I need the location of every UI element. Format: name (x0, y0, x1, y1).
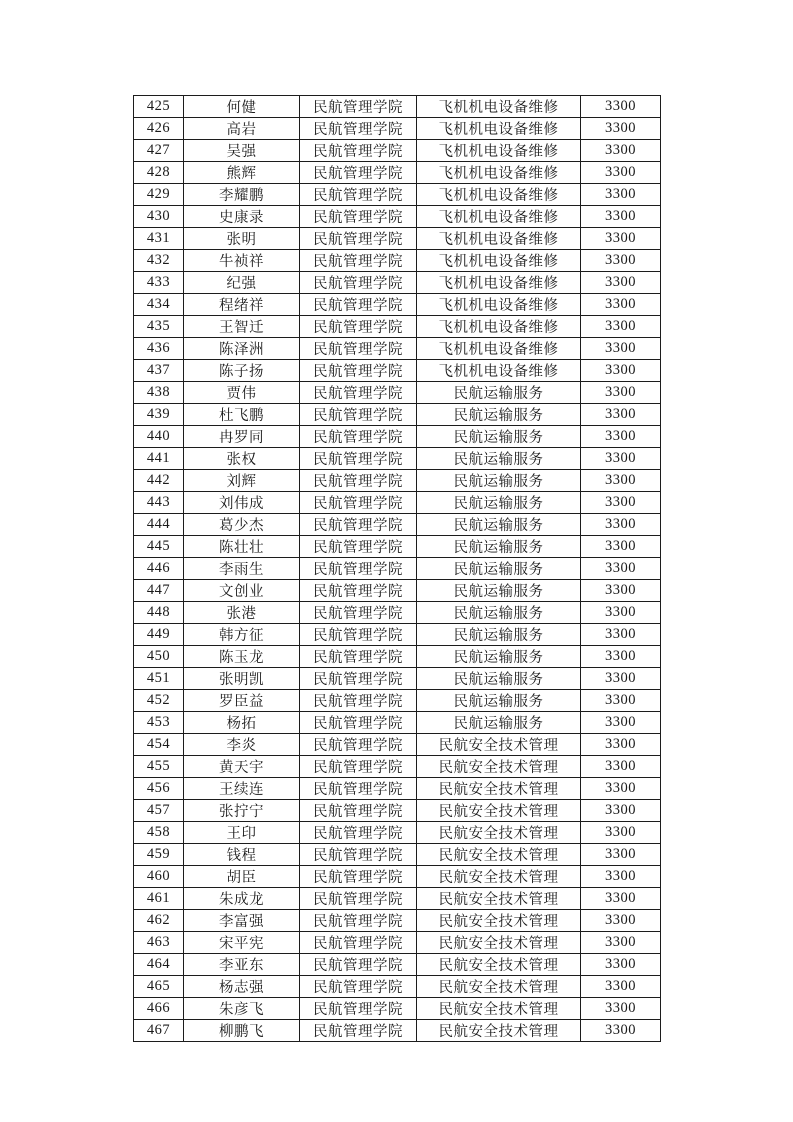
cell-fee: 3300 (581, 668, 661, 690)
table-row (134, 338, 661, 360)
cell-index: 443 (134, 492, 184, 514)
cell-name: 高岩 (184, 118, 300, 140)
cell-name: 张明 (184, 228, 300, 250)
cell-name: 杨拓 (184, 712, 300, 734)
table-row (134, 536, 661, 558)
cell-college: 民航管理学院 (300, 800, 417, 822)
table-row (134, 228, 661, 250)
cell-fee: 3300 (581, 382, 661, 404)
cell-fee: 3300 (581, 250, 661, 272)
cell-fee: 3300 (581, 536, 661, 558)
cell-major: 民航安全技术管理 (417, 844, 581, 866)
cell-name: 刘伟成 (184, 492, 300, 514)
cell-index: 427 (134, 140, 184, 162)
cell-college: 民航管理学院 (300, 382, 417, 404)
cell-college: 民航管理学院 (300, 910, 417, 932)
cell-fee: 3300 (581, 624, 661, 646)
cell-major: 民航运输服务 (417, 558, 581, 580)
cell-name: 程绪祥 (184, 294, 300, 316)
cell-fee: 3300 (581, 910, 661, 932)
cell-index: 454 (134, 734, 184, 756)
cell-college: 民航管理学院 (300, 712, 417, 734)
table-row (134, 756, 661, 778)
cell-index: 465 (134, 976, 184, 998)
cell-college: 民航管理学院 (300, 338, 417, 360)
table-row (134, 162, 661, 184)
cell-college: 民航管理学院 (300, 272, 417, 294)
cell-fee: 3300 (581, 932, 661, 954)
cell-college: 民航管理学院 (300, 514, 417, 536)
cell-fee: 3300 (581, 1020, 661, 1042)
cell-index: 451 (134, 668, 184, 690)
cell-name: 何健 (184, 96, 300, 118)
cell-index: 430 (134, 206, 184, 228)
cell-college: 民航管理学院 (300, 228, 417, 250)
cell-fee: 3300 (581, 272, 661, 294)
cell-major: 飞机机电设备维修 (417, 162, 581, 184)
cell-fee: 3300 (581, 426, 661, 448)
cell-major: 飞机机电设备维修 (417, 206, 581, 228)
cell-index: 446 (134, 558, 184, 580)
cell-major: 民航运输服务 (417, 426, 581, 448)
cell-fee: 3300 (581, 338, 661, 360)
cell-index: 426 (134, 118, 184, 140)
cell-name: 王印 (184, 822, 300, 844)
cell-index: 466 (134, 998, 184, 1020)
cell-major: 民航安全技术管理 (417, 778, 581, 800)
cell-college: 民航管理学院 (300, 844, 417, 866)
cell-index: 428 (134, 162, 184, 184)
cell-college: 民航管理学院 (300, 888, 417, 910)
table-row (134, 844, 661, 866)
table-row (134, 734, 661, 756)
table-row (134, 206, 661, 228)
cell-college: 民航管理学院 (300, 206, 417, 228)
cell-fee: 3300 (581, 866, 661, 888)
cell-major: 民航运输服务 (417, 404, 581, 426)
cell-name: 冉罗同 (184, 426, 300, 448)
cell-college: 民航管理学院 (300, 756, 417, 778)
cell-index: 450 (134, 646, 184, 668)
cell-name: 李雨生 (184, 558, 300, 580)
cell-index: 460 (134, 866, 184, 888)
cell-index: 439 (134, 404, 184, 426)
cell-name: 朱彦飞 (184, 998, 300, 1020)
cell-major: 飞机机电设备维修 (417, 140, 581, 162)
cell-major: 民航运输服务 (417, 602, 581, 624)
cell-fee: 3300 (581, 712, 661, 734)
cell-name: 陈壮壮 (184, 536, 300, 558)
table-row (134, 976, 661, 998)
cell-fee: 3300 (581, 602, 661, 624)
table-row (134, 602, 661, 624)
table-row (134, 866, 661, 888)
cell-index: 459 (134, 844, 184, 866)
cell-name: 钱程 (184, 844, 300, 866)
table-row (134, 778, 661, 800)
table-row (134, 558, 661, 580)
cell-name: 张港 (184, 602, 300, 624)
cell-major: 民航运输服务 (417, 624, 581, 646)
cell-fee: 3300 (581, 228, 661, 250)
cell-college: 民航管理学院 (300, 426, 417, 448)
cell-index: 435 (134, 316, 184, 338)
cell-name: 朱成龙 (184, 888, 300, 910)
table-row (134, 448, 661, 470)
cell-major: 民航运输服务 (417, 536, 581, 558)
table-row (134, 888, 661, 910)
cell-major: 民航安全技术管理 (417, 932, 581, 954)
cell-college: 民航管理学院 (300, 294, 417, 316)
cell-college: 民航管理学院 (300, 162, 417, 184)
cell-college: 民航管理学院 (300, 932, 417, 954)
table-row (134, 998, 661, 1020)
cell-fee: 3300 (581, 162, 661, 184)
cell-major: 民航安全技术管理 (417, 800, 581, 822)
cell-college: 民航管理学院 (300, 140, 417, 162)
table-row (134, 668, 661, 690)
cell-name: 贾伟 (184, 382, 300, 404)
cell-index: 464 (134, 954, 184, 976)
cell-fee: 3300 (581, 184, 661, 206)
cell-name: 李富强 (184, 910, 300, 932)
cell-college: 民航管理学院 (300, 492, 417, 514)
table-row (134, 800, 661, 822)
cell-name: 王智迁 (184, 316, 300, 338)
cell-major: 飞机机电设备维修 (417, 118, 581, 140)
table-row (134, 294, 661, 316)
cell-college: 民航管理学院 (300, 118, 417, 140)
cell-major: 民航运输服务 (417, 382, 581, 404)
table-row (134, 712, 661, 734)
cell-name: 胡臣 (184, 866, 300, 888)
cell-major: 飞机机电设备维修 (417, 272, 581, 294)
cell-fee: 3300 (581, 844, 661, 866)
cell-major: 民航安全技术管理 (417, 888, 581, 910)
cell-major: 飞机机电设备维修 (417, 338, 581, 360)
cell-name: 陈子扬 (184, 360, 300, 382)
cell-name: 纪强 (184, 272, 300, 294)
cell-name: 牛祯祥 (184, 250, 300, 272)
cell-index: 452 (134, 690, 184, 712)
cell-index: 463 (134, 932, 184, 954)
cell-index: 429 (134, 184, 184, 206)
table-row (134, 492, 661, 514)
cell-college: 民航管理学院 (300, 976, 417, 998)
fee-roster-table (133, 95, 661, 1042)
cell-name: 张拧宁 (184, 800, 300, 822)
cell-name: 吴强 (184, 140, 300, 162)
cell-index: 444 (134, 514, 184, 536)
cell-fee: 3300 (581, 448, 661, 470)
cell-college: 民航管理学院 (300, 536, 417, 558)
table-row (134, 96, 661, 118)
cell-college: 民航管理学院 (300, 998, 417, 1020)
cell-major: 飞机机电设备维修 (417, 228, 581, 250)
cell-fee: 3300 (581, 690, 661, 712)
cell-name: 葛少杰 (184, 514, 300, 536)
cell-fee: 3300 (581, 514, 661, 536)
cell-name: 李炎 (184, 734, 300, 756)
cell-major: 民航安全技术管理 (417, 822, 581, 844)
cell-fee: 3300 (581, 118, 661, 140)
cell-college: 民航管理学院 (300, 558, 417, 580)
table-row (134, 910, 661, 932)
cell-name: 张权 (184, 448, 300, 470)
table-row (134, 1020, 661, 1042)
cell-name: 史康录 (184, 206, 300, 228)
cell-major: 民航运输服务 (417, 668, 581, 690)
cell-fee: 3300 (581, 492, 661, 514)
cell-index: 436 (134, 338, 184, 360)
cell-major: 民航安全技术管理 (417, 734, 581, 756)
cell-index: 455 (134, 756, 184, 778)
cell-college: 民航管理学院 (300, 954, 417, 976)
cell-college: 民航管理学院 (300, 866, 417, 888)
table-row (134, 954, 661, 976)
cell-index: 462 (134, 910, 184, 932)
cell-name: 杜飞鹏 (184, 404, 300, 426)
cell-major: 民航安全技术管理 (417, 998, 581, 1020)
cell-fee: 3300 (581, 580, 661, 602)
cell-name: 罗臣益 (184, 690, 300, 712)
cell-college: 民航管理学院 (300, 404, 417, 426)
cell-fee: 3300 (581, 888, 661, 910)
cell-index: 461 (134, 888, 184, 910)
cell-college: 民航管理学院 (300, 250, 417, 272)
cell-name: 杨志强 (184, 976, 300, 998)
cell-major: 民航安全技术管理 (417, 954, 581, 976)
cell-index: 456 (134, 778, 184, 800)
cell-college: 民航管理学院 (300, 734, 417, 756)
table-row (134, 932, 661, 954)
cell-name: 黄天宇 (184, 756, 300, 778)
cell-major: 民航运输服务 (417, 646, 581, 668)
cell-college: 民航管理学院 (300, 602, 417, 624)
table-row (134, 514, 661, 536)
cell-major: 民航安全技术管理 (417, 866, 581, 888)
cell-index: 447 (134, 580, 184, 602)
cell-college: 民航管理学院 (300, 1020, 417, 1042)
cell-fee: 3300 (581, 206, 661, 228)
cell-major: 民航运输服务 (417, 580, 581, 602)
cell-major: 飞机机电设备维修 (417, 360, 581, 382)
cell-name: 张明凯 (184, 668, 300, 690)
cell-fee: 3300 (581, 756, 661, 778)
cell-college: 民航管理学院 (300, 822, 417, 844)
table-row (134, 250, 661, 272)
table-row (134, 624, 661, 646)
cell-major: 飞机机电设备维修 (417, 316, 581, 338)
cell-name: 柳鹏飞 (184, 1020, 300, 1042)
cell-college: 民航管理学院 (300, 316, 417, 338)
cell-major: 民航运输服务 (417, 492, 581, 514)
cell-fee: 3300 (581, 778, 661, 800)
cell-name: 文创业 (184, 580, 300, 602)
cell-index: 453 (134, 712, 184, 734)
cell-name: 李耀鹏 (184, 184, 300, 206)
cell-major: 飞机机电设备维修 (417, 96, 581, 118)
table-row (134, 272, 661, 294)
cell-major: 民航运输服务 (417, 712, 581, 734)
cell-index: 431 (134, 228, 184, 250)
cell-fee: 3300 (581, 800, 661, 822)
cell-fee: 3300 (581, 316, 661, 338)
cell-major: 民航运输服务 (417, 690, 581, 712)
cell-name: 韩方征 (184, 624, 300, 646)
cell-major: 民航运输服务 (417, 448, 581, 470)
cell-college: 民航管理学院 (300, 646, 417, 668)
cell-fee: 3300 (581, 976, 661, 998)
cell-fee: 3300 (581, 140, 661, 162)
cell-fee: 3300 (581, 470, 661, 492)
cell-index: 457 (134, 800, 184, 822)
table-row (134, 140, 661, 162)
table-row (134, 690, 661, 712)
cell-major: 民航运输服务 (417, 514, 581, 536)
cell-fee: 3300 (581, 998, 661, 1020)
cell-fee: 3300 (581, 822, 661, 844)
cell-major: 飞机机电设备维修 (417, 184, 581, 206)
cell-fee: 3300 (581, 294, 661, 316)
cell-fee: 3300 (581, 360, 661, 382)
table-row (134, 404, 661, 426)
cell-index: 467 (134, 1020, 184, 1042)
cell-index: 440 (134, 426, 184, 448)
cell-major: 飞机机电设备维修 (417, 294, 581, 316)
cell-college: 民航管理学院 (300, 96, 417, 118)
cell-name: 刘辉 (184, 470, 300, 492)
cell-index: 425 (134, 96, 184, 118)
cell-major: 民航安全技术管理 (417, 1020, 581, 1042)
cell-name: 熊辉 (184, 162, 300, 184)
table-row (134, 382, 661, 404)
table-row (134, 316, 661, 338)
cell-index: 448 (134, 602, 184, 624)
cell-index: 438 (134, 382, 184, 404)
table-row (134, 580, 661, 602)
cell-index: 433 (134, 272, 184, 294)
cell-fee: 3300 (581, 646, 661, 668)
cell-name: 陈玉龙 (184, 646, 300, 668)
cell-college: 民航管理学院 (300, 580, 417, 602)
cell-college: 民航管理学院 (300, 668, 417, 690)
cell-college: 民航管理学院 (300, 690, 417, 712)
cell-name: 陈泽洲 (184, 338, 300, 360)
cell-index: 432 (134, 250, 184, 272)
cell-name: 宋平宪 (184, 932, 300, 954)
cell-major: 民航安全技术管理 (417, 756, 581, 778)
cell-fee: 3300 (581, 404, 661, 426)
cell-index: 445 (134, 536, 184, 558)
cell-college: 民航管理学院 (300, 184, 417, 206)
cell-index: 437 (134, 360, 184, 382)
cell-index: 458 (134, 822, 184, 844)
table-row (134, 646, 661, 668)
cell-name: 李亚东 (184, 954, 300, 976)
cell-fee: 3300 (581, 96, 661, 118)
cell-college: 民航管理学院 (300, 448, 417, 470)
table-row (134, 426, 661, 448)
cell-index: 434 (134, 294, 184, 316)
cell-college: 民航管理学院 (300, 470, 417, 492)
cell-fee: 3300 (581, 558, 661, 580)
table-row (134, 360, 661, 382)
cell-fee: 3300 (581, 954, 661, 976)
table-row (134, 822, 661, 844)
cell-index: 441 (134, 448, 184, 470)
table-row (134, 118, 661, 140)
fee-roster-table-body (134, 96, 661, 1042)
cell-name: 王续连 (184, 778, 300, 800)
cell-college: 民航管理学院 (300, 778, 417, 800)
cell-major: 民航运输服务 (417, 470, 581, 492)
cell-major: 飞机机电设备维修 (417, 250, 581, 272)
cell-college: 民航管理学院 (300, 624, 417, 646)
cell-college: 民航管理学院 (300, 360, 417, 382)
cell-major: 民航安全技术管理 (417, 976, 581, 998)
table-row (134, 470, 661, 492)
table-row (134, 184, 661, 206)
cell-index: 449 (134, 624, 184, 646)
cell-fee: 3300 (581, 734, 661, 756)
cell-index: 442 (134, 470, 184, 492)
cell-major: 民航安全技术管理 (417, 910, 581, 932)
